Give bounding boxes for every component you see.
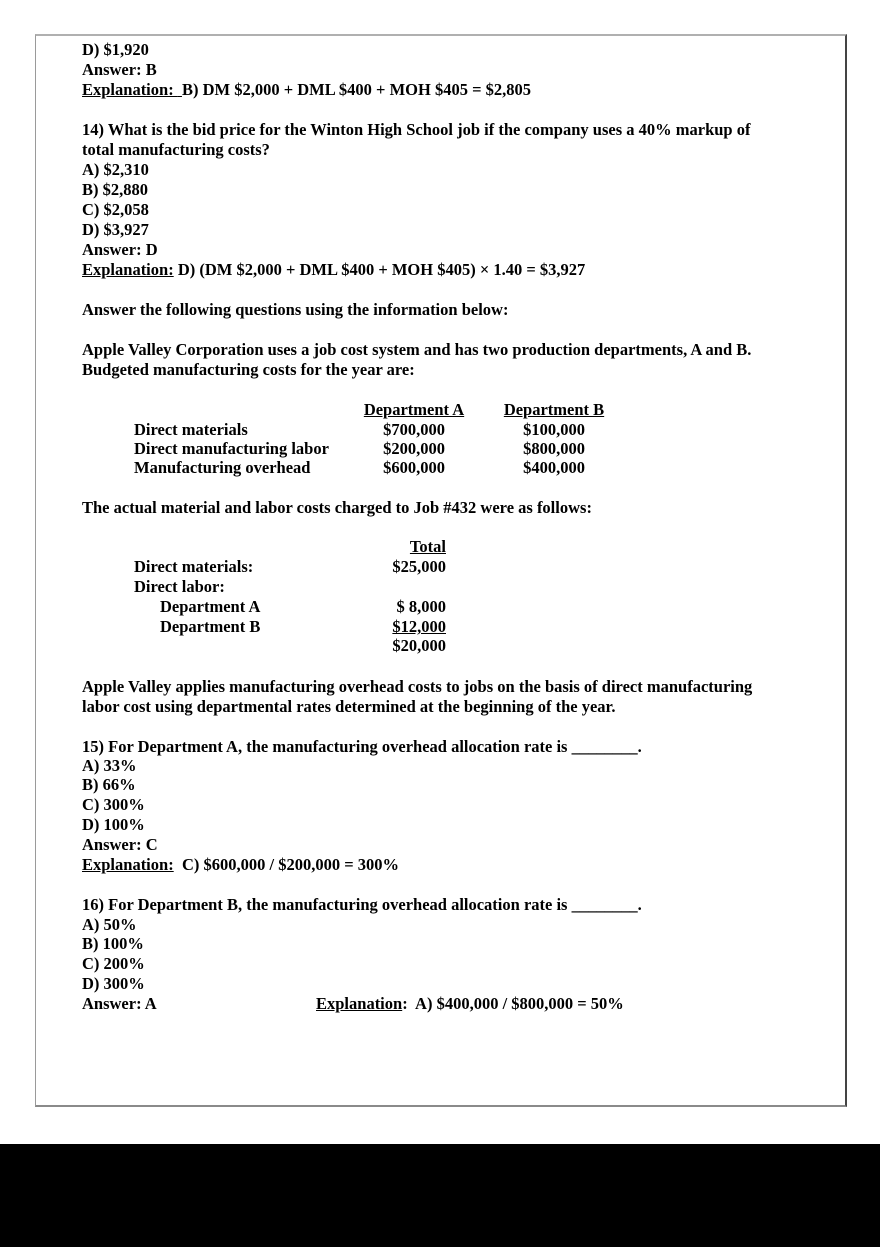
q13-answer: Answer: B — [82, 60, 157, 79]
row-label: Direct labor: — [134, 577, 225, 596]
q15-option-b: B) 66% — [82, 775, 136, 794]
q15-answer: Answer: C — [82, 835, 158, 854]
explanation-text: C) $600,000 / $200,000 = 300% — [173, 855, 399, 874]
scenario-line1: Apple Valley Corporation uses a job cost system and has two production departments, A and B. — [82, 340, 752, 359]
q13-option-d: D) $1,920 — [82, 40, 149, 59]
header-dept-a: Department A — [363, 400, 465, 419]
cell-dept-b: $400,000 — [523, 458, 585, 477]
q15-question: 15) For Department A, the manufacturing overhead allocation rate is ________. — [82, 737, 642, 756]
q14-question-line2: total manufacturing costs? — [82, 140, 270, 159]
q16-answer: Answer: A — [82, 994, 157, 1013]
explanation-label: Explanation: — [82, 80, 178, 99]
q15-explanation — [82, 855, 399, 875]
cell-total: $ 8,000 — [396, 597, 446, 616]
cell-dept-b: $800,000 — [523, 439, 585, 458]
job-intro: The actual material and labor costs charged to Job #432 were as follows: — [82, 498, 592, 517]
explanation-label: Explanation — [316, 994, 403, 1013]
q14-option-d: D) $3,927 — [82, 220, 149, 239]
q14-option-b: B) $2,880 — [82, 180, 148, 199]
header-dept-b: Department B — [503, 400, 605, 419]
cell-dept-a: $200,000 — [383, 439, 445, 458]
explanation-text: D) (DM $2,000 + DML $400 + MOH $405) × 1.40 = $3,927 — [173, 260, 586, 279]
q14-question-line1: 14) What is the bid price for the Winton High School job if the company uses a 40% markup of — [82, 120, 751, 139]
scenario-line2: Budgeted manufacturing costs for the year are: — [82, 360, 415, 379]
q15-option-a: A) 33% — [82, 756, 137, 775]
intro-text: Answer the following questions using the information below: — [82, 300, 509, 319]
q16-option-d: D) 300% — [82, 974, 145, 993]
cell-total-sum: $20,000 — [392, 636, 446, 655]
cell-dept-b: $100,000 — [523, 420, 585, 439]
overhead-note-line2: labor cost using departmental rates determined at the beginning of the year. — [82, 697, 616, 716]
cell-dept-a: $700,000 — [383, 420, 445, 439]
q13-explanation — [82, 80, 531, 100]
q14-answer: Answer: D — [82, 240, 158, 259]
row-label: Direct materials: — [134, 557, 254, 576]
q14-option-c: C) $2,058 — [82, 200, 149, 219]
q16-question: 16) For Department B, the manufacturing overhead allocation rate is ________. — [82, 895, 642, 914]
explanation-label: Explanation: — [82, 260, 174, 279]
row-label: Direct materials — [134, 420, 248, 439]
cell-dept-a: $600,000 — [383, 458, 445, 477]
explanation-label: Explanation: — [82, 855, 174, 874]
q15-option-d: D) 100% — [82, 815, 145, 834]
q14-explanation — [82, 260, 585, 280]
row-label: Manufacturing overhead — [134, 458, 311, 477]
q16-option-a: A) 50% — [82, 915, 137, 934]
q16-option-c: C) 200% — [82, 954, 145, 973]
row-label: Direct manufacturing labor — [134, 439, 329, 458]
cell-total: $12,000 — [392, 617, 446, 636]
row-label: Department B — [160, 617, 261, 636]
q14-option-a: A) $2,310 — [82, 160, 149, 179]
q15-option-c: C) 300% — [82, 795, 145, 814]
q16-option-b: B) 100% — [82, 934, 144, 953]
row-label: Department A — [160, 597, 261, 616]
cell-total: $25,000 — [392, 557, 446, 576]
explanation-text: : A) $400,000 / $800,000 = 50% — [402, 994, 624, 1013]
q16-explanation — [316, 994, 624, 1014]
black-band — [0, 1144, 880, 1247]
header-total: Total — [409, 537, 446, 556]
overhead-note-line1: Apple Valley applies manufacturing overhead costs to jobs on the basis of direct manufacturing — [82, 677, 753, 696]
explanation-text: B) DM $2,000 + DML $400 + MOH $405 = $2,805 — [181, 80, 531, 99]
